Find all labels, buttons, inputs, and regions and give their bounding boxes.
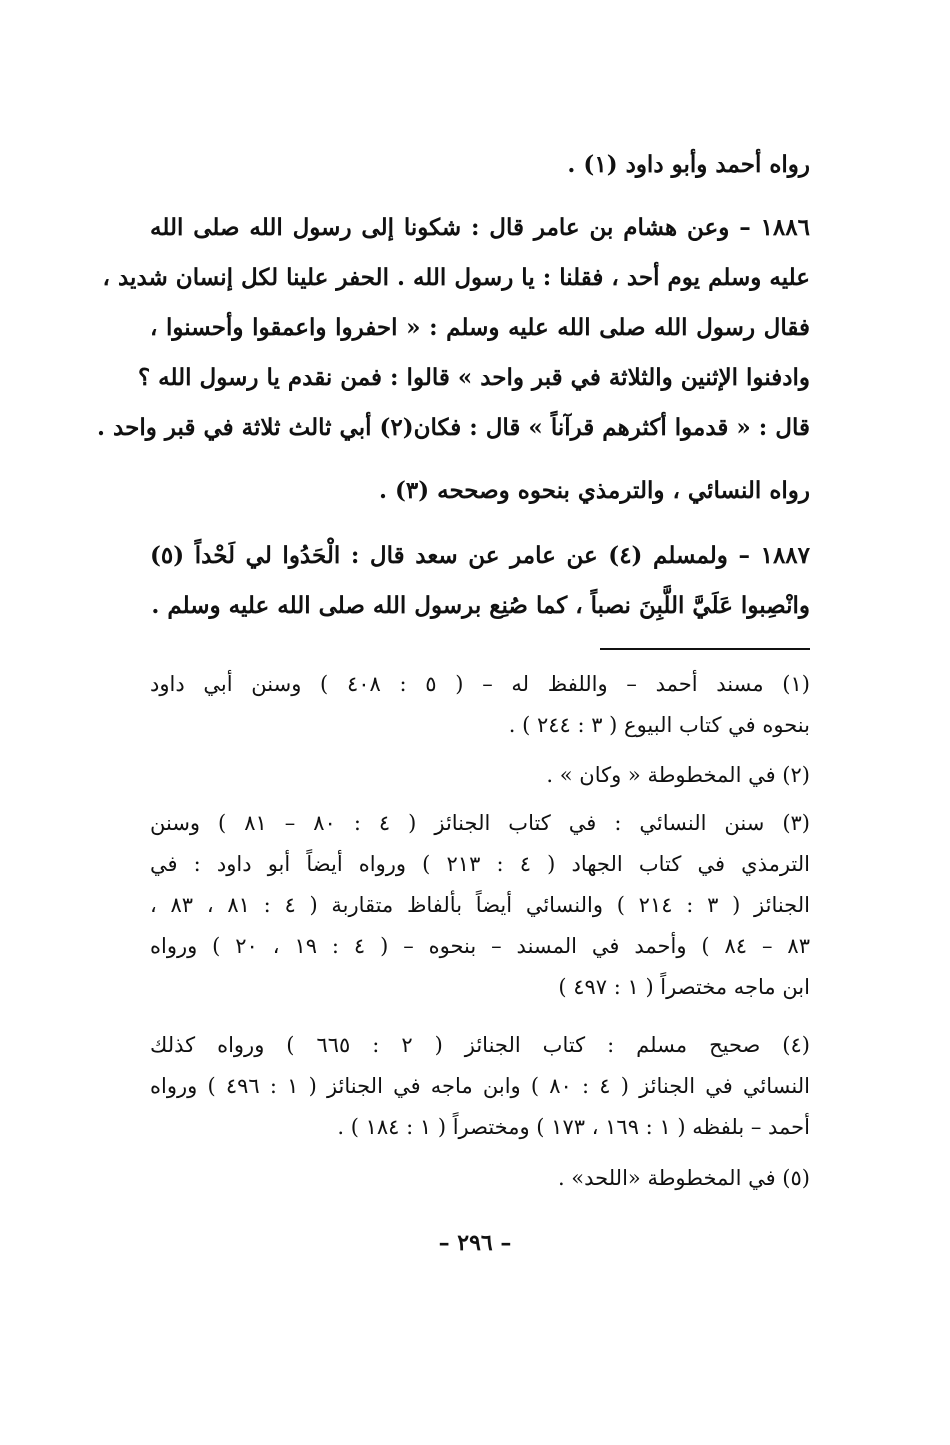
footnote-line: النسائي في الجنائز ( ٤ : ٨٠ ) وابن ماجه في الجنائز ( ١ : ٤٩٦ ) ورواه xyxy=(150,1074,810,1098)
footnote-line: أحمد – بلفظه ( ١ : ١٦٩ ، ١٧٣ ) ومختصراً ( ١ : ١٨٤ ) . xyxy=(337,1115,810,1139)
footnote-line: بنحوه في كتاب البيوع ( ٣ : ٢٤٤ ) . xyxy=(508,713,810,737)
hadith-line: قال : « قدموا أكثرهم قرآناً » قال : فكان(٢) أبي ثالث ثلاثة في قبر واحد . xyxy=(97,414,810,441)
footnote-line: (٤) صحيح مسلم : كتاب الجنائز ( ٢ : ٦٦٥ ) ورواه كذلك xyxy=(150,1033,810,1057)
footnote-4 xyxy=(150,1025,810,1148)
footnote-line: (٣) سنن النسائي : في كتاب الجنائز ( ٤ : ٨٠ – ٨١ ) وسنن xyxy=(150,811,810,835)
footnote-line: (١) مسند أحمد – واللفظ له – ( ٥ : ٤٠٨ ) وسنن أبي داود xyxy=(150,672,810,696)
source-note-line: رواه النسائي ، والترمذي بنحوه وصححه (٣) . xyxy=(378,477,810,504)
hadith-line: ١٨٨٦ – وعن هشام بن عامر قال : شكونا إلى رسول الله صلى الله xyxy=(150,214,810,241)
hadith-1887 xyxy=(150,531,810,631)
source-note-1 xyxy=(150,140,810,190)
source-note-2 xyxy=(150,466,810,516)
hadith-line: عليه وسلم يوم أحد ، فقلنا : يا رسول الله . الحفر علينا لكل إنسان شديد ، xyxy=(102,264,810,291)
footnote-5 xyxy=(150,1158,810,1199)
footnote-line: الترمذي في كتاب الجهاد ( ٤ : ٢١٣ ) ورواه أيضاً أبو داود : في xyxy=(150,852,810,876)
footnote-line: الجنائز ( ٣ : ٢١٤ ) والنسائي أيضاً بألفاظ متقاربة ( ٤ : ٨١ ، ٨٣ ، xyxy=(150,893,810,917)
footnote-separator xyxy=(600,648,810,650)
hadith-line: وانْصِبوا عَلَيَّ اللَّبِنَ نصباً ، كما صُنِع برسول الله صلى الله عليه وسلم . xyxy=(151,592,810,619)
source-note-line: رواه أحمد وأبو داود (١) . xyxy=(567,151,810,178)
footnote-line: (٥) في المخطوطة «اللحد» . xyxy=(557,1166,810,1190)
hadith-line: ١٨٨٧ – ولمسلم (٤) عن عامر عن سعد قال : الْحَدُوا لي لَحْداً (٥) xyxy=(150,542,811,569)
footnote-line: (٢) في المخطوطة « وكان » . xyxy=(546,763,810,787)
footnote-line: ٨٣ – ٨٤ ) وأحمد في المسند – بنحوه – ( ٤ : ١٩ ، ٢٠ ) ورواه xyxy=(150,934,810,958)
footnote-1 xyxy=(150,664,810,746)
footnote-2 xyxy=(150,755,810,796)
hadith-line: فقال رسول الله صلى الله عليه وسلم : « احفروا واعمقوا وأحسنوا ، xyxy=(150,314,810,341)
hadith-1886 xyxy=(97,203,810,453)
footnote-3 xyxy=(150,803,810,1008)
page-number: – ٢٩٦ – xyxy=(438,1230,512,1256)
footnote-line: ابن ماجه مختصراً ( ١ : ٤٩٧ ) xyxy=(558,975,810,999)
hadith-line: وادفنوا الإثنين والثلاثة في قبر واحد » قالوا : فمن نقدم يا رسول الله ؟ xyxy=(137,364,810,391)
